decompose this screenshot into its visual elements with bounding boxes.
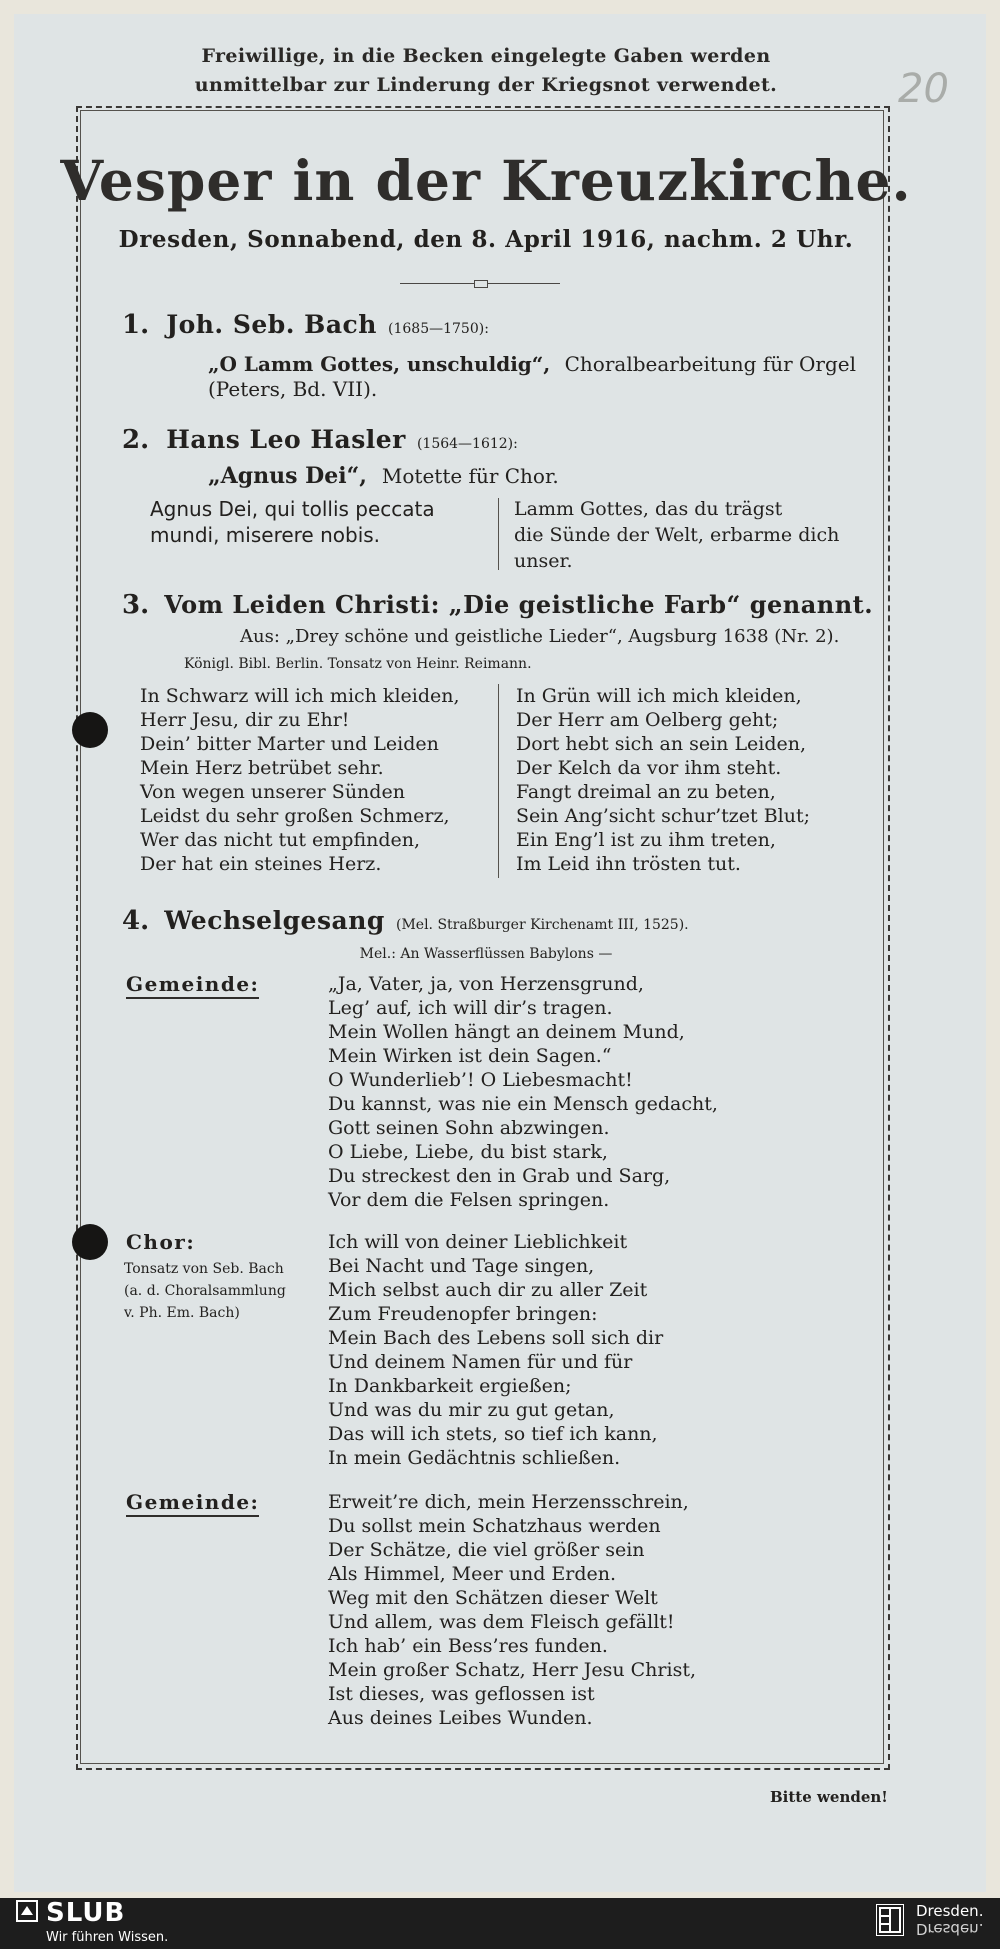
donation-notice — [0, 42, 972, 100]
work-title: „Agnus Dei“, — [208, 463, 367, 489]
page-subtitle: Dresden, Sonnabend, den 8. April 1916, nachm. 2 Uhr. — [118, 226, 854, 253]
dresden-crest-icon — [876, 1904, 904, 1936]
song-heading: Vom Leiden Christi: „Die geistliche Farb“ genannt. — [164, 590, 874, 619]
verse-left: In Schwarz will ich mich kleiden, Herr Jesu, dir zu Ehr! Dein’ bitter Marter und Leiden Mein Herz betrübet sehr. Von wegen unserer Sünden Leidst du sehr großen Schmerz, Wer das nicht tut empfinden, Der hat ein steines Herz. — [140, 685, 460, 875]
turn-over-note: Bitte wenden! — [770, 1788, 888, 1806]
item-1-work — [208, 352, 868, 402]
part-text: Erweit’re dich, mein Herzensschrein, Du sollst mein Schatzhaus werden Der Schätze, die viel größer sein Als Himmel, Meer und Erden. Weg mit den Schätzen dieser Welt Und allem, was dem Fleisch gefällt! Ich hab’ ein Bess’res funden. Mein großer Schatz, Herr Jesu Christ, Ist dieses, was geflossen ist Aus deines Leibes Wunden. — [328, 1491, 697, 1729]
composer-name: Joh. Seb. Bach — [166, 310, 377, 339]
item-2-work — [208, 463, 559, 489]
donation-notice-line2: unmittelbar zur Linderung der Kriegsnot verwendet. — [194, 74, 778, 96]
song-source: Aus: „Drey schöne und geistliche Lieder“, Augsburg 1638 (Nr. 2). — [240, 626, 840, 647]
composer-name: Hans Leo Hasler — [166, 425, 406, 454]
latin-text: Agnus Dei, qui tollis peccata mundi, miserere nobis. — [150, 497, 435, 547]
city-name-mirror: Dresden. — [916, 1920, 984, 1938]
heading-note: (Mel. Straßburger Kirchenamt III, 1525). — [395, 917, 689, 933]
verse-right: In Grün will ich mich kleiden, Der Herr am Oelberg geht; Dort hebt sich an sein Leiden, Der Kelch da vor ihm steht. Fangt dreimal an zu beten, Sein Ang’sicht schur’tzet Blut; Ein Eng’l ist zu ihm treten, Im Leid ihn trösten tut. — [516, 685, 811, 875]
composer-dates: (1564—1612): — [416, 436, 518, 452]
footer-city[interactable] — [916, 1903, 983, 1937]
punch-hole — [72, 712, 108, 748]
german-translation: Lamm Gottes, das du trägst die Sünde der Welt, erbarme dich unser. — [514, 498, 840, 572]
item-number: 1. — [122, 310, 150, 340]
melody-note: Mel.: An Wasserflüssen Babylons — — [359, 946, 613, 962]
page-title: Vesper in der Kreuzkirche. — [60, 148, 912, 213]
work-title: „O Lamm Gottes, unschuldig“, — [208, 352, 551, 376]
part-label: Chor: — [126, 1230, 196, 1254]
composer-dates: (1685—1750): — [388, 321, 489, 337]
item-number: 4. — [122, 906, 150, 936]
part-text: Ich will von deiner Lieblichkeit Bei Nacht und Tage singen, Mich selbst auch dir zu aller Zeit Zum Freudenopfer bringen: Mein Bach des Lebens soll sich dir Und deinem Namen für und für In Dankbarkeit ergießen; Und was du mir zu gut getan, Das will ich stets, so tief ich kann, In mein Gedächtnis schließen. — [328, 1231, 664, 1469]
work-edition: (Peters, Bd. VII). — [208, 377, 378, 401]
divider-ornament — [400, 279, 560, 289]
work-description: Motette für Chor. — [381, 464, 559, 488]
footer-tagline: Wir führen Wissen. — [46, 1930, 169, 1945]
item-3-heading — [122, 590, 882, 620]
item-1-heading — [122, 310, 489, 340]
slub-logo-icon — [16, 1900, 38, 1922]
item-4-heading — [122, 906, 689, 936]
part-text: „Ja, Vater, ja, von Herzensgrund, Leg’ auf, ich will dir’s tragen. Mein Wollen hängt an deinem Mund, Mein Wirken ist dein Sagen.“ O Wunderlieb’! O Liebesmacht! Du kannst, was nie ein Mensch gedacht, Gott seinen Sohn abzwingen. O Liebe, Liebe, du bist stark, Du streckest den in Grab und Sarg, Vor dem die Felsen springen. — [328, 973, 718, 1211]
song-credit: Königl. Bibl. Berlin. Tonsatz von Heinr. Reimann. — [184, 656, 532, 672]
item-2-heading — [122, 425, 518, 455]
song-heading: Wechselgesang — [164, 906, 385, 935]
page-number: 20 — [898, 66, 949, 112]
punch-hole — [72, 1224, 108, 1260]
work-description: Choralbearbeitung für Orgel — [564, 352, 857, 376]
footer-brand[interactable]: SLUB — [46, 1898, 126, 1928]
column-divider — [498, 498, 499, 570]
item-number: 2. — [122, 425, 150, 455]
donation-notice-line1: Freiwillige, in die Becken eingelegte Gaben werden — [201, 45, 771, 67]
column-divider — [498, 684, 499, 878]
part-note: Tonsatz von Seb. Bach (a. d. Choralsammlung v. Ph. Em. Bach) — [124, 1261, 286, 1321]
city-name: Dresden. — [916, 1902, 984, 1920]
part-label: Gemeinde: — [126, 972, 259, 996]
part-label: Gemeinde: — [126, 1490, 259, 1514]
item-number: 3. — [122, 590, 150, 620]
